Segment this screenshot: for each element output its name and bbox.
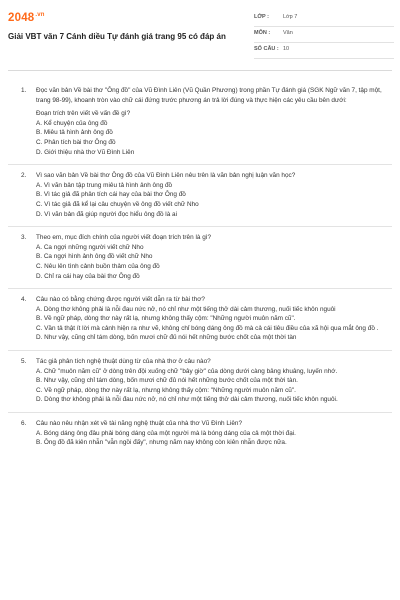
question-text [0, 295, 400, 305]
site-logo[interactable] [8, 12, 45, 24]
answer-option[interactable]: D. Chỉ ra cái hay của bài thơ Ông đồ [36, 272, 140, 280]
answer-option[interactable]: D. Giới thiệu nhà thơ Vũ Đình Liên [36, 148, 135, 156]
question-separator [8, 350, 392, 351]
answer-option[interactable]: B. Miêu tả hình ảnh ông đồ [36, 129, 113, 137]
answer-option[interactable]: B. Ca ngợi hình ảnh ông đồ viết chữ Nho [36, 253, 153, 261]
answer-option[interactable]: A. Kể chuyện của ông đồ [36, 119, 108, 127]
answer-option[interactable]: A. Chữ "muôn năm cũ" ở dòng trên đội xuống chữ "bây giờ" của dòng dưới càng bâng khuâng, luyến nhớ. [36, 367, 338, 375]
answer-option[interactable]: C. Nêu lên tình cảnh buồn thảm của ông đồ [36, 262, 160, 270]
answer-option[interactable]: C. Về ngữ pháp, dòng thơ này rất lạ, nhưng không thấy cộm: "Những người muôn năm cũ". [36, 386, 296, 394]
question-text [0, 171, 400, 181]
question-text [0, 233, 400, 243]
meta-label: LỚP : [254, 14, 269, 20]
meta-label: MÔN : [254, 30, 271, 36]
question-item [0, 357, 400, 405]
answer-option[interactable]: A. Dòng thơ không phải là nỗi đau nức nở, nó chỉ như một tiếng thở dài cảm thương, nuối tiếc khôn nguôi [36, 305, 336, 313]
question-item [0, 295, 400, 343]
meta-value: 10 [283, 46, 290, 52]
question-number: 3. [21, 234, 27, 242]
question-number: 2. [21, 172, 27, 180]
question-text [0, 86, 400, 105]
question-prompt: Câu nào có bằng chứng được người viết dẫn ra từ bài thơ? [36, 296, 205, 304]
logo-suffix: .vn [35, 12, 45, 19]
question-number: 6. [21, 420, 27, 428]
header-divider [8, 70, 392, 71]
question-prompt: Tác giả phân tích nghệ thuật dùng từ của nhà thơ ở câu nào? [36, 358, 211, 366]
answer-option[interactable]: C. Vần tả thật ít lời mà cảnh hiện ra như vẽ, không chỉ bóng dáng ông đồ mà cả cái tiêu điều của xã hội qua mắt ông đồ . [36, 324, 379, 332]
meta-row-subject [254, 27, 394, 43]
answer-option[interactable]: A. Vì văn bản tập trung miêu tả hình ảnh ông đồ [36, 181, 173, 189]
meta-row-count [254, 43, 394, 59]
answer-option[interactable]: D. Như vậy, cũng chỉ tám dòng, bốn mươi chữ đủ nói hết những bước chốt của một thời tàn [36, 334, 297, 342]
answer-option[interactable]: B. Vì tác giả đã phân tích cái hay của bài thơ Ông đồ [36, 191, 186, 199]
question-item [0, 419, 400, 448]
answer-option[interactable]: C. Vì tác giả đã kể lại câu chuyện về ông đồ viết chữ Nho [36, 200, 199, 208]
question-separator [8, 288, 392, 289]
question-prompt: Đọc văn bản Về bài thơ "Ông đồ" của Vũ Đình Liên (Vũ Quần Phương) trong phần Tự đánh giá (SGK Ngữ văn 7, tập một, trang 98-99), khoanh tròn vào chữ cái đứng trước phương án trả lời đúng và thực hiện các yêu cầu bên dưới: [36, 87, 382, 104]
page-header [0, 0, 400, 62]
question-separator [8, 164, 392, 165]
answer-option[interactable]: B. Về ngữ pháp, dòng thơ này rất lạ, nhưng không thấy cộm: "Những người muôn năm cũ". [36, 315, 296, 323]
question-prompt: Vì sao văn bản Về bài thơ Ông đồ của Vũ Đình Liên nêu trên là văn bản nghị luận văn học? [36, 172, 296, 180]
question-item [0, 233, 400, 281]
answer-option[interactable]: C. Phân tích bài thơ Ông đồ [36, 138, 116, 146]
meta-value: Văn [283, 30, 293, 36]
answer-option[interactable]: A. Bóng dáng ông đâu phải bóng dáng của một người mà là bóng dáng của cả một thời đại. [36, 429, 296, 437]
question-number: 5. [21, 358, 27, 366]
question-prompt: Theo em, mục đích chính của người viết đoạn trích trên là gì? [36, 234, 212, 242]
question-item [0, 86, 400, 157]
meta-value: Lớp 7 [283, 14, 298, 20]
logo-text: 2048 [8, 12, 35, 24]
meta-label: SỐ CÂU : [254, 46, 279, 52]
question-separator [8, 412, 392, 413]
answer-option[interactable]: D. Dòng thơ không phải là nỗi đau nức nở, nó chỉ như một tiếng thở dài cảm thương, nuối tiếc khôn nguôi. [36, 396, 338, 404]
question-separator [8, 226, 392, 227]
page-title: Giải VBT văn 7 Cánh diều Tự đánh giá trang 95 có đáp án [8, 32, 226, 41]
question-list [0, 86, 400, 462]
question-text [0, 419, 400, 429]
answer-option[interactable]: A. Ca ngợi những người viết chữ Nho [36, 243, 144, 251]
question-number: 4. [21, 296, 27, 304]
meta-box [254, 11, 394, 59]
question-text [0, 357, 400, 367]
question-number: 1. [21, 87, 27, 94]
answer-option[interactable]: D. Vì văn bản đã giúp người đọc hiểu ông đồ là ai [36, 210, 177, 218]
question-subprompt: Đoạn trích trên viết về vấn đề gì? [36, 110, 131, 118]
answer-option[interactable]: B. Ông đồ đã kiên nhẫn "vẫn ngồi đấy", nhưng năm nay không còn kiên nhẫn được nữa. [36, 439, 287, 447]
answer-option[interactable]: B. Như vậy, cũng chỉ tám dòng, bốn mươi chữ đủ nói hết những bước chốt của một thời tàn. [36, 377, 298, 385]
question-item [0, 171, 400, 219]
meta-row-grade [254, 11, 394, 27]
question-prompt: Câu nào nêu nhận xét về tài năng nghệ thuật của nhà thơ Vũ Đình Liên? [36, 420, 243, 428]
